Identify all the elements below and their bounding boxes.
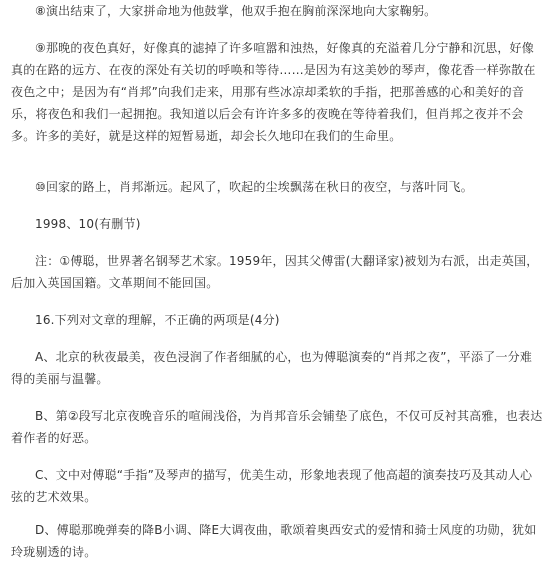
option-d: D、傅聪那晚弹奏的降B小调、降E大调夜曲，歌颂着奥西安式的爱情和骑士风度的功勋，犹如玲珑剔透的诗。 [11,523,537,559]
paragraph-10: ⑩回家的路上，肖邦渐远。起风了，吹起的尘埃飘荡在秋日的夜空，与落叶同飞。 [35,180,473,194]
question-16: 16.下列对文章的理解，不正确的两项是(4分) [35,313,280,327]
option-c: C、文中对傅聪“手指”及琴声的描写，优美生动，形象地表现了他高超的演奏技巧及其动人心弦的艺术效果。 [11,468,533,504]
footnote: 注：①傅聪，世界著名钢琴艺术家。1959年，因其父傅雷(大翻译家)被划为右派，出走英国，后加入英国国籍。文革期间不能回国。 [11,254,539,290]
option-a: A、北京的秋夜最美，夜色浸润了作者细腻的心，也为傅聪演奏的“肖邦之夜”，平添了一分难得的美丽与温馨。 [11,350,533,386]
option-b: B、第②段写北京夜晚音乐的喧闹浅俗，为肖邦音乐会铺垫了底色，不仅可反衬其高雅，也表达着作者的好恶。 [11,409,543,445]
date-note: 1998、10(有删节) [35,217,141,231]
paragraph-9: ⑨那晚的夜色真好，好像真的滤掉了许多喧嚣和浊热，好像真的充溢着几分宁静和沉思，好像真的在路的远方、在夜的深处有关切的呼唤和等待……是因为有这美妙的琴声，像花香一样弥散在夜色之中；是因为有“肖邦”向我们走来，用那有些冰凉却柔软的手指，把那善感的心和美好的音乐，将夜色和我们一起拥抱。我知道以后会有许许多多的夜晚在等待着我们，但肖邦之夜并不会多。许多的美好，就是这样的短暂易逝，却会长久地印在我们的生命里。 [11,41,536,143]
paragraph-8: ⑧演出结束了，大家拼命地为他鼓掌，他双手抱在胸前深深地向大家鞠躬。 [35,4,437,18]
